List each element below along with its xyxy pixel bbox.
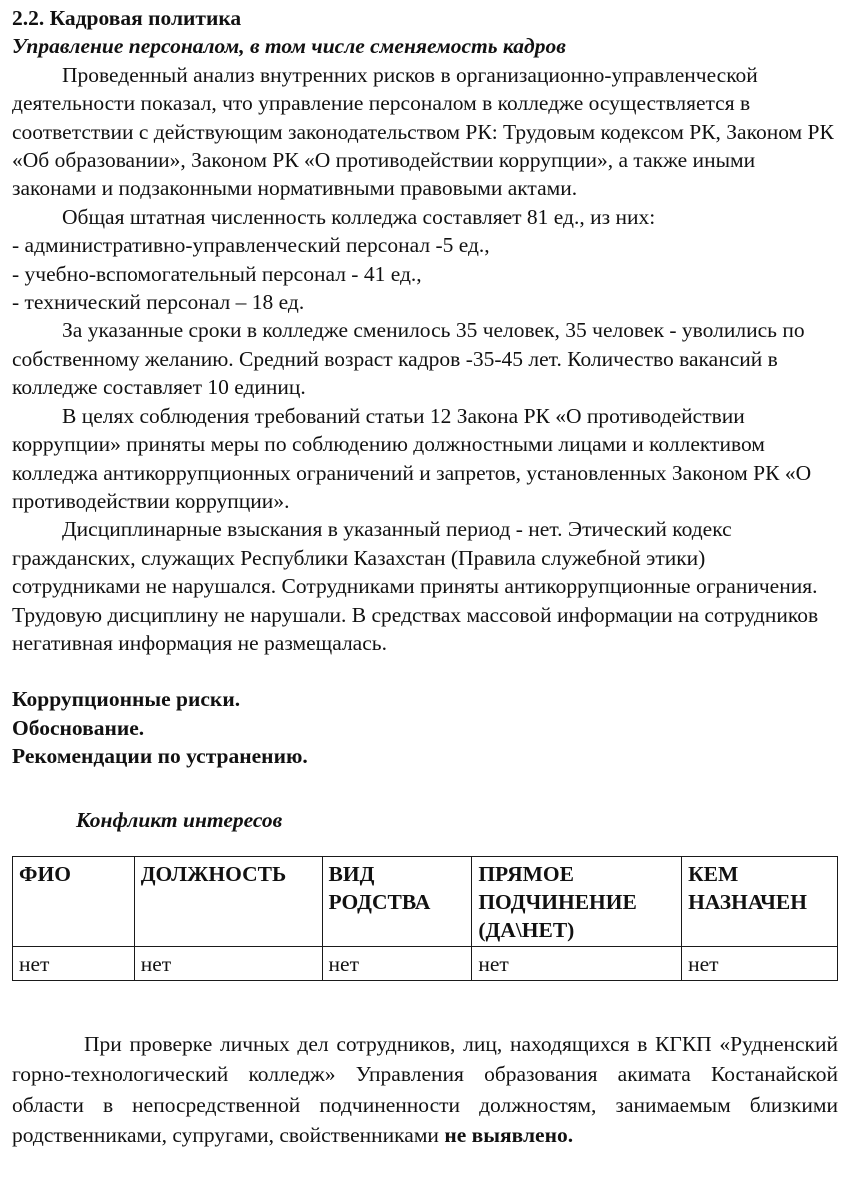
table-cell: нет: [472, 946, 682, 980]
paragraph-staff-count: Общая штатная численность колледжа составляет 81 ед., из них:: [62, 204, 656, 229]
table-header-row: [13, 856, 838, 946]
conflict-title: Конфликт интересов: [76, 807, 283, 832]
table-row: [13, 946, 838, 980]
header-relation: ВИД РОДСТВА: [322, 856, 472, 946]
subsection-title: Управление персоналом, в том числе сменяемость кадров: [12, 34, 566, 59]
header-appointed-by: КЕМ НАЗНАЧЕН: [682, 856, 838, 946]
conclusion-result: не выявлено.: [444, 1123, 574, 1148]
paragraph-legal-basis: Проведенный анализ внутренних рисков в организационно-управленческой деятельности показал, что управление персоналом в колледже осуществляется в соответствии с действующим законодательством РК: Трудовым кодексом РК, Законом РК «Об образовании», Законом РК «О противодействии коррупции», а также иными законами и подзаконными нормативными правовыми актами.: [12, 62, 834, 201]
conflict-table: [12, 856, 838, 981]
table-cell: нет: [682, 946, 838, 980]
list-item: - учебно-вспомогательный персонал - 41 ед.,: [12, 261, 422, 286]
section-title: 2.2. Кадровая политика: [12, 6, 242, 30]
paragraph-measures: В целях соблюдения требований статьи 12 Закона РК «О противодействии коррупции» приняты меры по соблюдению должностными лицами и коллективом колледжа антикоррупционных ограничений и запретов, установленных Законом РК «О противодействии коррупции».: [12, 403, 812, 513]
staff-list: [12, 231, 838, 316]
table-cell: нет: [134, 946, 322, 980]
table-cell: нет: [13, 946, 135, 980]
list-item: - административно-управленческий персонал -5 ед.,: [12, 233, 490, 258]
heading-justification: Обоснование.: [12, 715, 145, 740]
heading-recommendations: Рекомендации по устранению.: [12, 744, 308, 769]
conclusion-text: При проверке личных дел сотрудников, лиц, находящихся в КГКП «Рудненский горно-технологический колледж» Управления образования акимата Костанайской области в непосредственной подчиненности должностям, занимаемым близкими родственниками, супругами, свойственниками: [12, 1031, 838, 1148]
list-item: - технический персонал – 18 ед.: [12, 290, 305, 315]
risk-headings: [12, 685, 838, 770]
header-subordination: ПРЯМОЕ ПОДЧИНЕНИЕ (ДА\НЕТ): [472, 856, 682, 946]
paragraph-discipline: Дисциплинарные взыскания в указанный период - нет. Этический кодекс гражданских, служащих Республики Казахстан (Правила служебной этики) сотрудниками не нарушался. Сотрудниками приняты антикоррупционные ограничения. Трудовую дисциплину не нарушали. В средствах массовой информации на сотрудников негативная информация не размещалась.: [12, 517, 819, 655]
table-cell: нет: [322, 946, 472, 980]
header-fio: ФИО: [13, 856, 135, 946]
paragraph-conclusion: [12, 1029, 838, 1151]
paragraph-turnover: За указанные сроки в колледже сменилось 35 человек, 35 человек - уволились по собственному желанию. Средний возраст кадров -35-45 лет. Количество вакансий в колледже составляет 10 единиц.: [12, 318, 805, 400]
header-position: ДОЛЖНОСТЬ: [134, 856, 322, 946]
heading-corruption-risks: Коррупционные риски.: [12, 687, 241, 712]
